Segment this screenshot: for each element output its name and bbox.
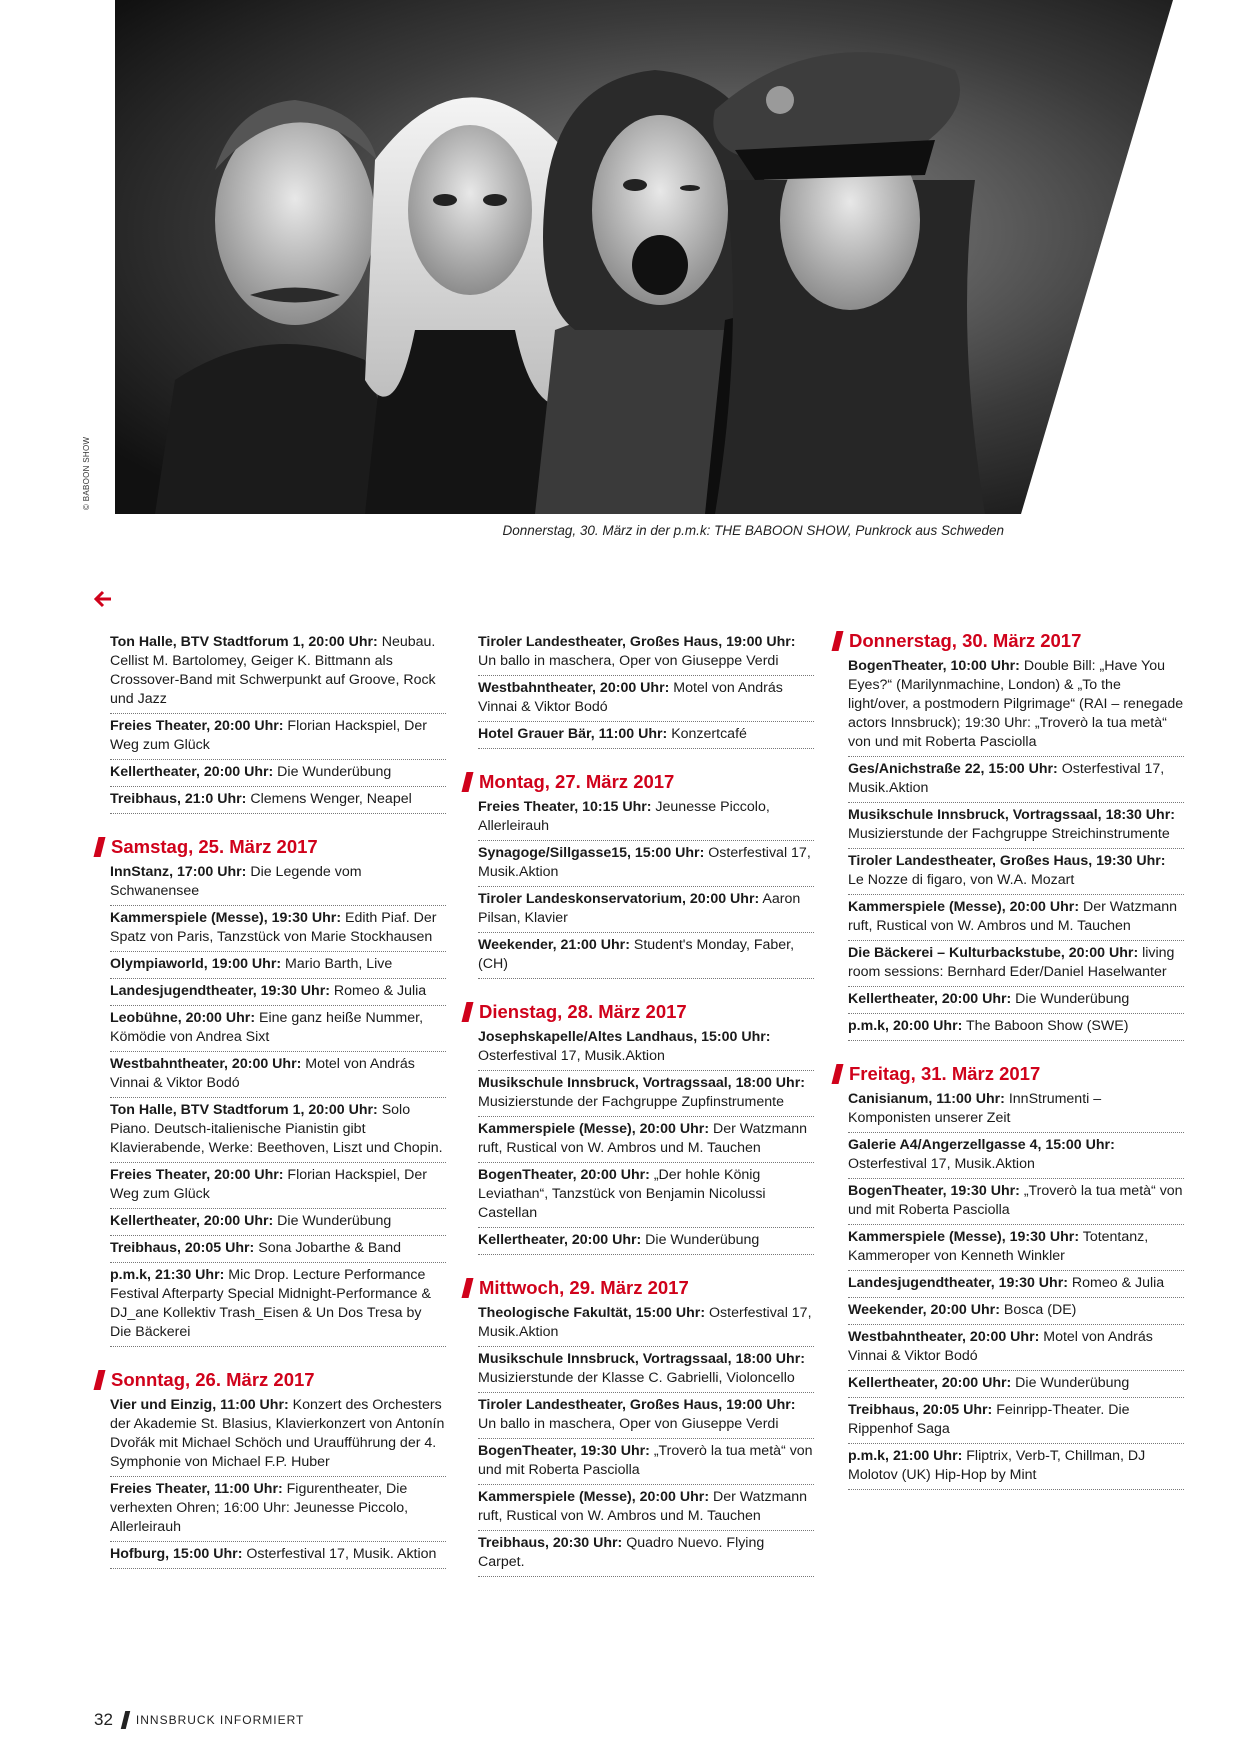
event-entry (848, 654, 1184, 757)
day-heading-text: Mittwoch, 29. März 2017 (479, 1277, 689, 1298)
event-description: „Der hohle König Leviathan“, Tanzstück von Benjamin Nicolussi Castellan (478, 1167, 766, 1221)
event-description: Die Wunderübung (1011, 1375, 1130, 1391)
day-heading (834, 1063, 1184, 1085)
event-entry (848, 1371, 1184, 1398)
event-entry (110, 1236, 446, 1263)
photo-credit: © BABOON SHOW (82, 436, 91, 510)
event-description: Motel von András Vinnai & Viktor Bodó (848, 1329, 1153, 1364)
event-entry (110, 906, 446, 952)
event-entry (478, 887, 814, 933)
event-description: Musizierstunde der Fachgruppe Streichinstrumente (848, 826, 1170, 842)
event-description: Musizierstunde der Fachgruppe Zupfinstrumente (478, 1094, 784, 1110)
event-venue-time: Galerie A4/Angerzellgasse 4, 15:00 Uhr: (848, 1137, 1115, 1153)
day-heading-text: Donnerstag, 30. März 2017 (849, 630, 1082, 651)
page-number: 32 (94, 1710, 113, 1729)
event-venue-time: Die Bäckerei – Kulturbackstube, 20:00 Uhr: (848, 945, 1139, 961)
red-slash-icon (94, 1370, 106, 1390)
event-description: Quadro Nuevo. Flying Carpet. (478, 1535, 765, 1570)
event-venue-time: Freies Theater, 20:00 Uhr: (110, 1167, 284, 1183)
event-venue-time: Kellertheater, 20:00 Uhr: (110, 1213, 274, 1229)
footer-slash-icon (121, 1711, 130, 1729)
event-description: Romeo & Julia (1067, 1275, 1165, 1291)
event-description: Die Wunderübung (273, 1213, 392, 1229)
event-description: Die Wunderübung (273, 764, 392, 780)
event-description: Sona Jobarthe & Band (254, 1240, 402, 1256)
red-slash-icon (832, 631, 844, 651)
event-entry (848, 1325, 1184, 1371)
red-slash-icon (462, 772, 474, 792)
event-description: Le Nozze di figaro, von W.A. Mozart (848, 872, 1075, 888)
event-description: Die Legende vom Schwanensee (110, 864, 362, 899)
event-entry (848, 803, 1184, 849)
event-description: Der Watzmann ruft, Rustical von W. Ambros und M. Tauchen (478, 1489, 808, 1524)
event-entry (478, 1485, 814, 1531)
event-entry (848, 1087, 1184, 1133)
event-entry (848, 1014, 1184, 1041)
event-entry (848, 941, 1184, 987)
event-venue-time: Treibhaus, 20:30 Uhr: (478, 1535, 623, 1551)
event-entry (110, 860, 446, 906)
event-description: living room sessions: Bernhard Eder/Daniel Haselwanter (848, 945, 1175, 980)
event-venue-time: p.m.k, 21:30 Uhr: (110, 1267, 225, 1283)
event-description: Solo Piano. Deutsch-italienische Pianistin gibt Klavierabende, Werke: Beethoven, Liszt und Chopin. (110, 1102, 443, 1156)
event-entry (478, 1025, 814, 1071)
event-venue-time: BogenTheater, 20:00 Uhr: (478, 1167, 650, 1183)
event-entry (478, 1071, 814, 1117)
event-entry (848, 1179, 1184, 1225)
event-description: Die Wunderübung (1011, 991, 1130, 1007)
event-venue-time: Musikschule Innsbruck, Vortragssaal, 18:00 Uhr: (478, 1075, 805, 1091)
event-entry (478, 1117, 814, 1163)
event-venue-time: Landesjugendtheater, 19:30 Uhr: (110, 983, 330, 999)
magazine-name: INNSBRUCK INFORMIERT (135, 1713, 305, 1727)
day-heading (464, 1001, 814, 1023)
day-heading-text: Sonntag, 26. März 2017 (111, 1369, 315, 1390)
day-heading-text: Samstag, 25. März 2017 (111, 836, 318, 857)
event-entry (478, 933, 814, 979)
event-entry (478, 722, 814, 749)
event-entry (848, 1298, 1184, 1325)
event-description: Osterfestival 17, Musik. Aktion (242, 1546, 437, 1562)
event-venue-time: Kammerspiele (Messe), 19:30 Uhr: (848, 1229, 1080, 1245)
event-entry (110, 952, 446, 979)
event-entry (848, 1271, 1184, 1298)
event-venue-time: Olympiaworld, 19:00 Uhr: (110, 956, 282, 972)
event-description: „Troverò la tua metà“ von und mit Roberta Pasciolla (848, 1183, 1183, 1218)
red-slash-icon (94, 837, 106, 857)
event-entry (478, 795, 814, 841)
event-venue-time: Leobühne, 20:00 Uhr: (110, 1010, 256, 1026)
event-description: Osterfestival 17, Musik.Aktion (848, 761, 1165, 796)
event-venue-time: Tiroler Landestheater, Großes Haus, 19:30 Uhr: (848, 853, 1166, 869)
event-entry (110, 1098, 446, 1163)
event-description: Osterfestival 17, Musik.Aktion (478, 1048, 665, 1064)
event-description: Osterfestival 17, Musik.Aktion (478, 845, 811, 880)
event-venue-time: Tiroler Landestheater, Großes Haus, 19:00 Uhr: (478, 1397, 796, 1413)
event-description: Der Watzmann ruft, Rustical von W. Ambros und M. Tauchen (848, 899, 1178, 934)
event-venue-time: Freies Theater, 20:00 Uhr: (110, 718, 284, 734)
band-photo (115, 0, 1230, 514)
event-venue-time: Tiroler Landestheater, Großes Haus, 19:00 Uhr: (478, 634, 796, 650)
event-description: Jeunesse Piccolo, Allerleirauh (478, 799, 770, 834)
event-description: Double Bill: „Have You Eyes?“ (Marilynmachine, London) & „To the light/over, a postmodern Pilgrimage“ (RAI – renegade actors Innsbruck); 19:30 Uhr: „Troverò la tua metà“ von und mit Roberta Pasciolla (848, 658, 1184, 750)
event-venue-time: Landesjugendtheater, 19:30 Uhr: (848, 1275, 1068, 1291)
event-entry (110, 1393, 446, 1477)
event-description: Konzert des Orchesters der Akademie St. Blasius, Klavierkonzert von Antonín Dvořák mit Michael Schöch und Uraufführung der 4. Symphonie von Michael F.P. Huber (110, 1397, 445, 1470)
event-description: Osterfestival 17, Musik.Aktion (848, 1156, 1035, 1172)
event-description: Clemens Wenger, Neapel (246, 791, 412, 807)
day-heading (834, 630, 1184, 652)
event-entry (848, 987, 1184, 1014)
event-venue-time: p.m.k, 20:00 Uhr: (848, 1018, 963, 1034)
event-venue-time: BogenTheater, 10:00 Uhr: (848, 658, 1020, 674)
event-description: Florian Hackspiel, Der Weg zum Glück (110, 1167, 427, 1202)
event-entry (110, 1263, 446, 1347)
event-entry (848, 1133, 1184, 1179)
event-entry (478, 1347, 814, 1393)
event-description: Motel von András Vinnai & Viktor Bodó (478, 680, 783, 715)
event-entry (110, 1477, 446, 1542)
event-venue-time: Ton Halle, BTV Stadtforum 1, 20:00 Uhr: (110, 1102, 378, 1118)
event-entry (478, 841, 814, 887)
red-slash-icon (462, 1002, 474, 1022)
day-heading (96, 1369, 446, 1391)
event-entry (110, 1209, 446, 1236)
event-entry (110, 714, 446, 760)
event-venue-time: Treibhaus, 20:05 Uhr: (848, 1402, 993, 1418)
event-description: Fliptrix, Verb-T, Chillman, DJ Molotov (UK) Hip-Hop by Mint (848, 1448, 1146, 1483)
event-entry (110, 760, 446, 787)
event-venue-time: Hofburg, 15:00 Uhr: (110, 1546, 243, 1562)
event-entry (110, 1163, 446, 1209)
event-description: Konzertcafé (667, 726, 747, 742)
event-entry (110, 787, 446, 814)
event-description: Edith Piaf. Der Spatz von Paris, Tanzstück von Marie Stockhausen (110, 910, 437, 945)
event-description: Un ballo in maschera, Oper von Giuseppe Verdi (478, 653, 779, 669)
event-description: InnStrumenti – Komponisten unserer Zeit (848, 1091, 1102, 1126)
event-entry (478, 630, 814, 676)
event-venue-time: Westbahntheater, 20:00 Uhr: (848, 1329, 1040, 1345)
event-description: „Troverò la tua metà“ von und mit Roberta Pasciolla (478, 1443, 813, 1478)
event-venue-time: Hotel Grauer Bär, 11:00 Uhr: (478, 726, 668, 742)
event-entry (110, 1052, 446, 1098)
event-venue-time: Kellertheater, 20:00 Uhr: (848, 1375, 1012, 1391)
event-venue-time: Westbahntheater, 20:00 Uhr: (110, 1056, 302, 1072)
event-venue-time: Ges/Anichstraße 22, 15:00 Uhr: (848, 761, 1058, 777)
event-description: Feinripp-Theater. Die Rippenhof Saga (848, 1402, 1130, 1437)
event-venue-time: Josephskapelle/Altes Landhaus, 15:00 Uhr: (478, 1029, 771, 1045)
event-entry (110, 1006, 446, 1052)
event-venue-time: Kammerspiele (Messe), 20:00 Uhr: (848, 899, 1080, 915)
event-column-1 (110, 630, 446, 1569)
event-venue-time: Westbahntheater, 20:00 Uhr: (478, 680, 670, 696)
event-entry (110, 1542, 446, 1569)
event-venue-time: Weekender, 20:00 Uhr: (848, 1302, 1000, 1318)
event-venue-time: Musikschule Innsbruck, Vortragssaal, 18:00 Uhr: (478, 1351, 805, 1367)
event-entry (478, 676, 814, 722)
event-entry (478, 1163, 814, 1228)
red-slash-icon (832, 1064, 844, 1084)
red-slash-icon (462, 1278, 474, 1298)
event-venue-time: Kellertheater, 20:00 Uhr: (110, 764, 274, 780)
event-venue-time: BogenTheater, 19:30 Uhr: (848, 1183, 1020, 1199)
event-venue-time: Kellertheater, 20:00 Uhr: (478, 1232, 642, 1248)
event-description: Mic Drop. Lecture Performance Festival Afterparty Special Midnight-Performance & DJ_ane Kollektiv Trash_Eisen & Un Dos Tresa by Die Bäckerei (110, 1267, 431, 1340)
event-entry (848, 1398, 1184, 1444)
event-entry (110, 979, 446, 1006)
event-entry (848, 849, 1184, 895)
day-heading (464, 771, 814, 793)
back-arrow-icon[interactable] (94, 590, 112, 608)
event-entry (848, 757, 1184, 803)
event-entry (478, 1531, 814, 1577)
event-description: Osterfestival 17, Musik.Aktion (478, 1305, 812, 1340)
event-description: Figurentheater, Die verhexten Ohren; 16:00 Uhr: Jeunesse Piccolo, Allerleirauh (110, 1481, 409, 1535)
event-description: Musizierstunde der Klasse C. Gabrielli, Violoncello (478, 1370, 795, 1386)
event-entry (478, 1228, 814, 1255)
band-photo-illustration (115, 0, 1230, 514)
event-description: Un ballo in maschera, Oper von Giuseppe Verdi (478, 1416, 779, 1432)
event-venue-time: Kammerspiele (Messe), 19:30 Uhr: (110, 910, 342, 926)
event-entry (478, 1439, 814, 1485)
event-entry (110, 630, 446, 714)
event-entry (478, 1301, 814, 1347)
event-description: Der Watzmann ruft, Rustical von W. Ambros und M. Tauchen (478, 1121, 808, 1156)
day-heading (464, 1277, 814, 1299)
event-venue-time: Weekender, 21:00 Uhr: (478, 937, 630, 953)
event-venue-time: Musikschule Innsbruck, Vortragssaal, 18:30 Uhr: (848, 807, 1175, 823)
event-entry (848, 1444, 1184, 1490)
event-entry (848, 895, 1184, 941)
event-description: The Baboon Show (SWE) (962, 1018, 1129, 1034)
event-entry (848, 1225, 1184, 1271)
event-venue-time: Vier und Einzig, 11:00 Uhr: (110, 1397, 289, 1413)
photo-caption: Donnerstag, 30. März in der p.m.k: THE BABOON SHOW, Punkrock aus Schweden (502, 523, 1004, 538)
event-venue-time: InnStanz, 17:00 Uhr: (110, 864, 247, 880)
event-venue-time: Tiroler Landeskonservatorium, 20:00 Uhr: (478, 891, 760, 907)
event-venue-time: Treibhaus, 20:05 Uhr: (110, 1240, 255, 1256)
event-description: Motel von András Vinnai & Viktor Bodó (110, 1056, 415, 1091)
event-venue-time: Kammerspiele (Messe), 20:00 Uhr: (478, 1489, 710, 1505)
event-description: Mario Barth, Live (281, 956, 393, 972)
event-venue-time: Kellertheater, 20:00 Uhr: (848, 991, 1012, 1007)
event-description: Totentanz, Kammeroper von Kenneth Winkler (848, 1229, 1149, 1264)
event-venue-time: BogenTheater, 19:30 Uhr: (478, 1443, 650, 1459)
event-venue-time: Freies Theater, 11:00 Uhr: (110, 1481, 283, 1497)
event-description: Neubau. Cellist M. Bartolomey, Geiger K. Bittmann als Crossover-Band mit Schwerpunkt auf Groove, Rock und Jazz (110, 634, 436, 707)
day-heading-text: Freitag, 31. März 2017 (849, 1063, 1041, 1084)
event-venue-time: Synagoge/Sillgasse15, 15:00 Uhr: (478, 845, 705, 861)
event-venue-time: Treibhaus, 21:0 Uhr: (110, 791, 247, 807)
day-heading (96, 836, 446, 858)
event-description: Aaron Pilsan, Klavier (478, 891, 801, 926)
event-description: Student's Monday, Faber, (CH) (478, 937, 795, 972)
day-heading-text: Dienstag, 28. März 2017 (479, 1001, 687, 1022)
event-description: Bosca (DE) (999, 1302, 1077, 1318)
event-description: Eine ganz heiße Nummer, Kömödie von Andrea Sixt (110, 1010, 424, 1045)
event-venue-time: Kammerspiele (Messe), 20:00 Uhr: (478, 1121, 710, 1137)
event-column-3 (848, 630, 1184, 1490)
event-venue-time: Freies Theater, 10:15 Uhr: (478, 799, 652, 815)
event-venue-time: Ton Halle, BTV Stadtforum 1, 20:00 Uhr: (110, 634, 378, 650)
day-heading-text: Montag, 27. März 2017 (479, 771, 675, 792)
event-column-2 (478, 630, 814, 1577)
event-description: Romeo & Julia (329, 983, 427, 999)
event-venue-time: p.m.k, 21:00 Uhr: (848, 1448, 963, 1464)
event-venue-time: Canisianum, 11:00 Uhr: (848, 1091, 1005, 1107)
event-description: Florian Hackspiel, Der Weg zum Glück (110, 718, 427, 753)
event-venue-time: Theologische Fakultät, 15:00 Uhr: (478, 1305, 706, 1321)
event-description: Die Wunderübung (641, 1232, 760, 1248)
event-entry (478, 1393, 814, 1439)
page-footer (94, 1710, 304, 1730)
